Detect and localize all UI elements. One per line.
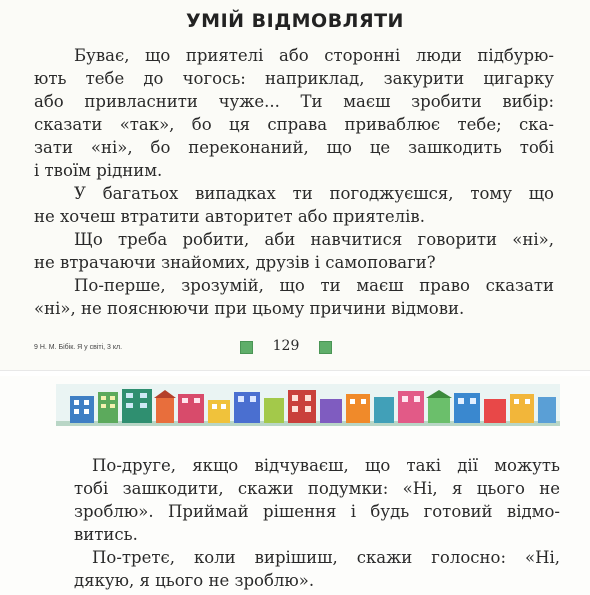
text-line: не хочеш втратити авторитет або приятелів. [34, 207, 425, 226]
footer-note: 9 Н. М. Бібік. Я у світі, 3 кл. [34, 344, 123, 351]
text-line: По-друге, якщо відчуваєш, що такі дії можуть [92, 456, 560, 475]
text-line: Буває, що приятелі або сторонні люди підбурю- [74, 46, 554, 65]
text-line: зати «ні», бо переконаний, що це зашкодить тобі [34, 138, 554, 157]
text-line: По-перше, зрозумій, що ти маєш право сказати [74, 276, 554, 295]
text-line: і твоїм рідним. [34, 161, 163, 180]
text-line: У багатьох випадках ти погоджуєшся, тому що [74, 184, 554, 203]
text-line: витись. [74, 525, 138, 544]
text-line: По-третє, коли вирішиш, скажи голосно: «Ні, [92, 548, 560, 567]
paragraph-agreement [34, 182, 554, 228]
paragraph-intro [34, 44, 554, 182]
page-number-block [240, 338, 332, 356]
city-illustration-icon [56, 384, 560, 426]
text-line: тобі зашкодити, скажи подумки: «Ні, я цього не [74, 479, 560, 498]
textbook-page-130 [0, 376, 590, 595]
text-line: «ні», не пояснюючи при цьому причини відмови. [34, 299, 465, 318]
text-line: Що треба робити, аби навчитися говорити «ні», [74, 230, 554, 249]
page-title: УМІЙ ВІДМОВЛЯТИ [186, 10, 404, 32]
paragraph-question [34, 228, 554, 274]
text-line: дякую, я цього не зроблю». [74, 571, 315, 590]
text-line: ють тебе до чогось: наприклад, закурити цигарку [34, 69, 554, 88]
text-line: не втрачаючи знайомих, друзів і самоповаги? [34, 253, 436, 272]
text-line: зроблю». Приймай рішення і будь готовий відмо- [74, 502, 560, 521]
text-line: сказати «так», бо ця справа приваблює тебе; ска- [34, 115, 554, 134]
paragraph-third [74, 546, 560, 592]
city-buildings-banner [56, 384, 560, 426]
paragraph-first [34, 274, 554, 320]
page-number: 129 [272, 338, 300, 354]
paragraph-second [74, 454, 560, 546]
text-line: або привласнити чуже... Ти маєш зробити вибір: [34, 92, 554, 111]
green-square-icon [319, 341, 332, 354]
